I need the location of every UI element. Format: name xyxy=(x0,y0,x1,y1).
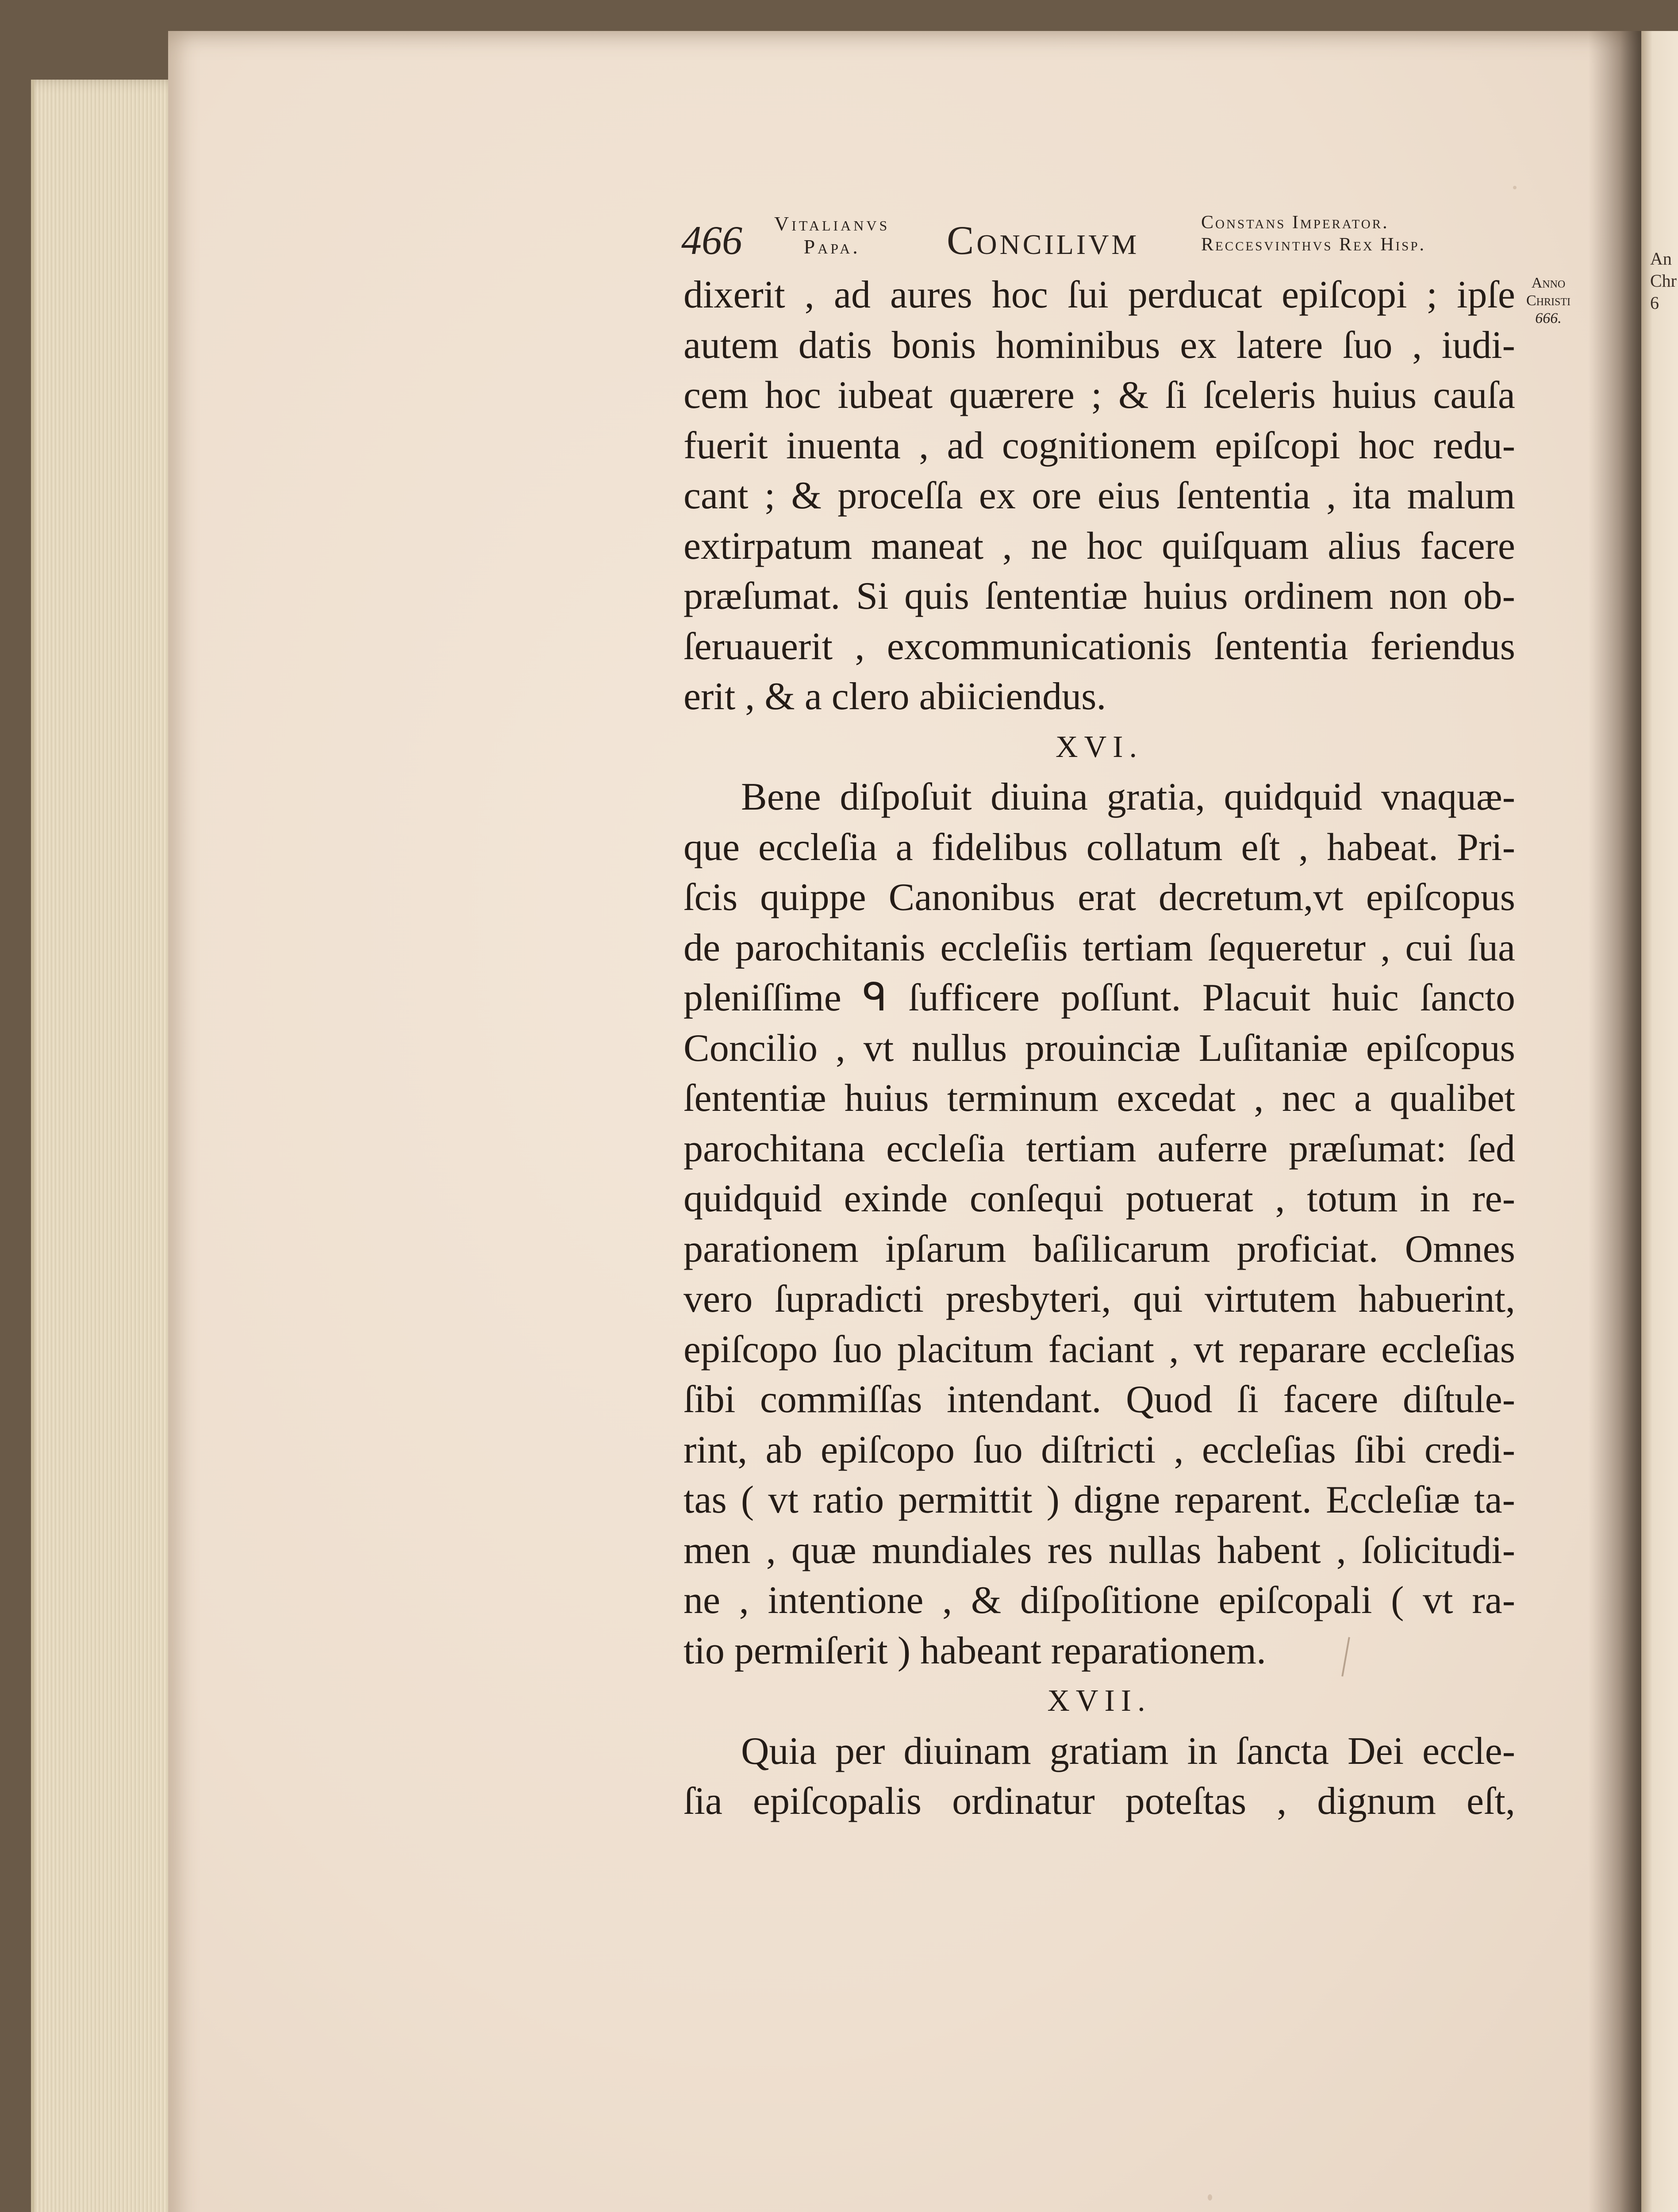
section-heading-xvi: XVI. xyxy=(1056,730,1143,764)
text-line: parationem ipſarum baſilicarum proficiat. Omnes xyxy=(683,1227,1515,1271)
next-page-edge-line: Chr xyxy=(1650,271,1677,291)
text-line: fuerit inuenta , ad cognitionem epiſcopi hoc redu- xyxy=(683,424,1515,467)
text-line: dixerit , ad aures hoc ſui perducat epiſcopi ; ipſe xyxy=(683,273,1515,316)
body-text xyxy=(683,270,1515,1827)
pope-line2: Papa. xyxy=(803,235,860,258)
text-line: quidquid exinde conſequi potuerat , totum in re- xyxy=(683,1177,1515,1220)
text-line: ſibi commiſſas intendant. Quod ſi facere diſtule- xyxy=(683,1378,1515,1421)
page-number: 466 xyxy=(681,218,742,263)
text-line: pleniſſime ᑫ ſufficere poſſunt. Placuit huic ſancto xyxy=(683,976,1515,1019)
next-page-edge-line: 6 xyxy=(1650,293,1659,313)
text-line: tio permiſerit ) habeant reparationem. xyxy=(683,1629,1266,1672)
next-page-sliver xyxy=(1641,31,1678,2212)
text-line: ſeruauerit , excommunicationis ſententia feriendus xyxy=(683,625,1515,668)
paper-spot xyxy=(1513,186,1517,189)
gutter-shadow xyxy=(1588,31,1641,2212)
margin-note-year xyxy=(1502,274,1595,327)
text-line: erit , & a clero abiiciendus. xyxy=(683,675,1106,718)
text-line: vero ſupradicti presbyteri, qui virtutem habuerint, xyxy=(683,1278,1515,1321)
text-line: cem hoc iubeat quærere ; & ſi ſceleris huius cauſa xyxy=(683,374,1515,417)
text-line: Bene diſpoſuit diuina gratia, quidquid vnaquæ- xyxy=(741,776,1515,818)
text-line: ſia epiſcopalis ordinatur poteſtas , dignum eſt, xyxy=(683,1780,1515,1823)
next-page-edge-text xyxy=(1650,248,1677,314)
running-head xyxy=(681,208,1522,270)
text-line: que eccleſia a fidelibus collatum eſt , habeat. Pri- xyxy=(683,826,1515,869)
text-line: autem datis bonis hominibus ex latere ſuo , iudi- xyxy=(683,323,1515,367)
text-line: cant ; & proceſſa ex ore eius ſententia , ita malum xyxy=(683,474,1515,517)
text-line: tas ( vt ratio permittit ) digne reparent. Eccleſiæ ta- xyxy=(683,1479,1515,1521)
section-heading-xvii: XVII. xyxy=(1047,1684,1152,1718)
pope-line1: Vitalianvs xyxy=(774,212,890,235)
margin-note-line1: Anno xyxy=(1531,275,1566,291)
margin-note-line2: Christi xyxy=(1526,292,1570,309)
pope-name xyxy=(774,212,890,258)
text-line: Quia per diuinam gratiam in ſancta Dei eccle- xyxy=(741,1729,1515,1773)
margin-note-year-value: 666. xyxy=(1535,310,1562,326)
text-line: epiſcopo ſuo placitum faciant , vt reparare eccleſias xyxy=(683,1328,1515,1371)
text-line: extirpatum maneat , ne hoc quiſquam alius facere xyxy=(683,524,1515,568)
text-line: ſcis quippe Canonibus erat decretum,vt epiſcopus xyxy=(683,876,1515,919)
text-line: de parochitanis eccleſiis tertiam ſequeretur , cui ſua xyxy=(683,926,1515,969)
emperor-line2: Reccesvinthvs Rex Hisp. xyxy=(1201,234,1426,255)
text-line: præſumat. Si quis ſententiæ huius ordinem non ob- xyxy=(683,575,1515,618)
paper-spot xyxy=(1208,2194,1212,2200)
next-page-edge-line: An xyxy=(1650,249,1672,269)
council-title: Concilivm xyxy=(947,218,1140,263)
text-line: men , quæ mundiales res nullas habent , ſolicitudi- xyxy=(683,1528,1515,1572)
text-line: ſententiæ huius terminum excedat , nec a qualibet xyxy=(683,1077,1515,1120)
text-line: rint, ab epiſcopo ſuo diſtricti , eccleſias ſibi credi- xyxy=(683,1428,1515,1471)
text-line: parochitana eccleſia tertiam auferre præſumat: ſed xyxy=(683,1127,1515,1170)
emperor-king xyxy=(1201,211,1426,256)
emperor-line1: Constans Imperator. xyxy=(1201,212,1389,233)
text-line: ne , intentione , & diſpoſitione epiſcopali ( vt ra- xyxy=(683,1579,1515,1622)
text-line: Concilio , vt nullus prouinciæ Luſitaniæ epiſcopus xyxy=(683,1026,1515,1070)
